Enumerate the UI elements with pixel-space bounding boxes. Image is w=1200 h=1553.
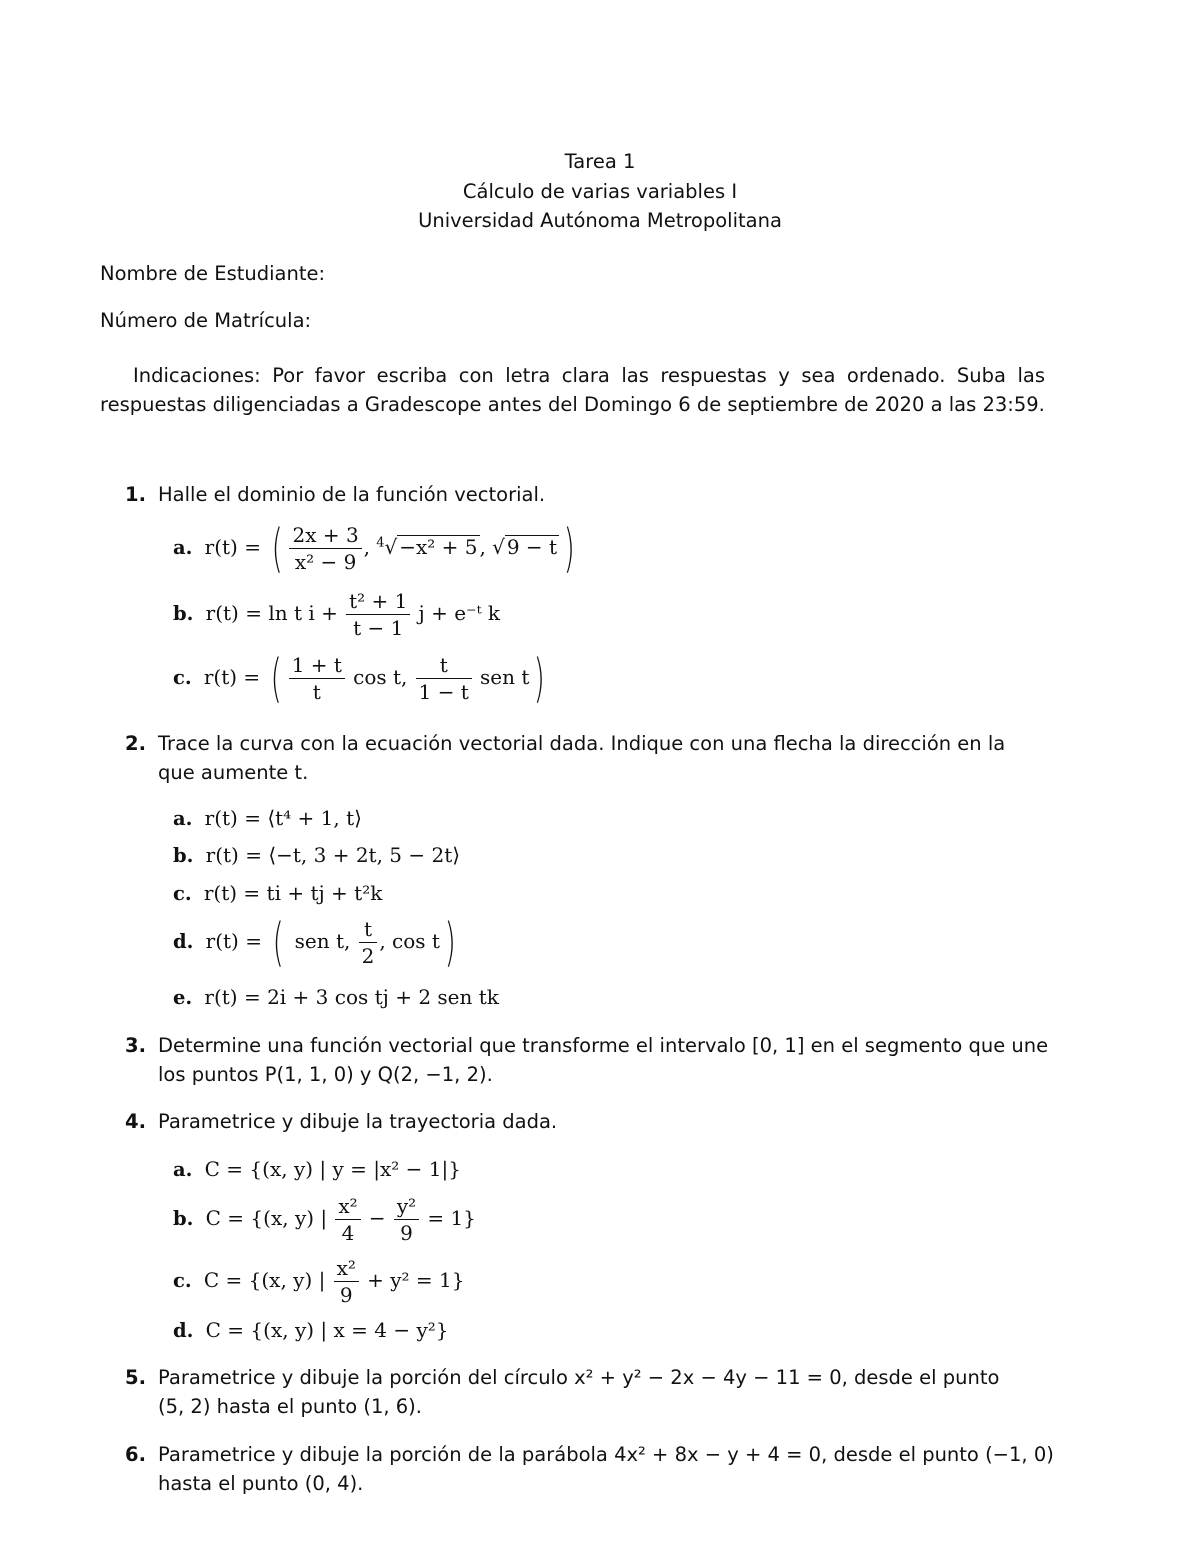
math-part: sen t,	[294, 929, 351, 953]
numerator: y²	[396, 1194, 417, 1218]
math-part: , cos t	[379, 929, 440, 953]
left-paren: (	[271, 518, 283, 579]
math-expr: r(t) = ⟨t⁴ + 1, t⟩	[204, 806, 362, 830]
sub-item	[173, 985, 499, 1009]
sub-label: a.	[173, 1158, 193, 1181]
numerator: t	[439, 653, 448, 677]
math-lhs: r(t) =	[204, 535, 261, 559]
sub-item: a. r(t) = ( $\frac{2x + 3}{\text{x² − 9}}$ , $^4$√ −x² + 5 , √ 9 − t )	[173, 518, 575, 579]
math-op: −	[368, 1206, 386, 1230]
problem-number: 2.	[125, 732, 146, 755]
sub-label: e.	[173, 986, 193, 1009]
denominator: x² − 9	[289, 548, 361, 575]
math-lhs: r(t) = ln t i +	[205, 601, 338, 625]
university-name: Universidad Autónoma Metropolitana	[418, 209, 782, 232]
square-root: √ 9 − t	[492, 535, 558, 559]
problem-text: (5, 2) hasta el punto (1, 6).	[158, 1395, 422, 1418]
sub-item	[173, 881, 382, 905]
instructions: Indicaciones: Por favor escriba con letra clara las respuestas y sea ordenado. Suba las respuestas diligenciadas a Gradescope antes del Domingo 6 de septiembre de 2020 a las 23:59.	[100, 364, 1045, 416]
sub-item	[173, 648, 550, 709]
sub-label: d.	[173, 1319, 194, 1342]
problem-text: hasta el punto (0, 4).	[158, 1472, 364, 1495]
right-paren: )	[444, 912, 456, 973]
math-expr: C = {(x, y) | y = |x² − 1|}	[204, 1157, 461, 1181]
sub-item	[173, 1318, 448, 1342]
sub-item	[173, 588, 500, 641]
problem-text: los puntos P(1, 1, 0) y Q(2, −1, 2).	[158, 1063, 493, 1086]
problem-text: que aumente t.	[158, 761, 309, 784]
problem-text: Trace la curva con la ecuación vectorial dada. Indique con una flecha la dirección en la	[158, 732, 1006, 755]
numerator: t	[363, 917, 372, 941]
math-expr: C = {(x, y) | x = 4 − y²}	[205, 1318, 449, 1342]
problem-number: 1.	[125, 483, 146, 506]
right-paren: )	[563, 518, 575, 579]
fraction	[346, 588, 410, 641]
math-expr: r(t) = ti + tj + t²k	[203, 881, 383, 905]
student-id-label: Número de Matrícula:	[100, 309, 312, 332]
sub-label: b.	[173, 602, 194, 625]
problem-number: 5.	[125, 1366, 146, 1389]
sub-item	[173, 1157, 461, 1181]
math-rhs: = 1}	[427, 1206, 476, 1230]
sub-label: b.	[173, 844, 194, 867]
problem-number: 3.	[125, 1034, 146, 1057]
sub-label: a.	[173, 536, 193, 559]
problem-number: 6.	[125, 1443, 146, 1466]
student-name-label: Nombre de Estudiante:	[100, 262, 326, 285]
sub-label: c.	[173, 1269, 192, 1292]
radicand: 9 − t	[506, 535, 558, 559]
math-lhs: r(t) =	[205, 929, 262, 953]
problem-text: Determine una función vectorial que transforme el intervalo [0, 1] en el segmento que une	[158, 1034, 1049, 1057]
numerator: x²	[336, 1256, 356, 1280]
sub-label: c.	[173, 882, 192, 905]
numerator: 2x + 3	[292, 523, 359, 547]
problem-number: 4.	[125, 1110, 146, 1133]
left-paren: (	[270, 648, 283, 709]
sub-item	[173, 1193, 476, 1246]
sub-label: d.	[173, 930, 194, 953]
sub-item	[173, 912, 460, 973]
denominator: 1 − t	[416, 678, 472, 705]
problem-text: Parametrice y dibuje la porción de la parábola 4x² + 8x − y + 4 = 0, desde el punto (−1, 0)	[158, 1443, 1054, 1466]
denominator: 9	[334, 1281, 359, 1308]
fraction	[416, 652, 472, 705]
fourth-root: $^4$√ −x² + 5	[376, 535, 478, 559]
math-lhs: r(t) =	[203, 665, 261, 689]
fraction	[289, 652, 345, 705]
sub-label: b.	[173, 1207, 194, 1230]
fraction	[394, 1193, 419, 1246]
numerator: t² + 1	[349, 589, 408, 613]
problem-text: Halle el dominio de la función vectorial.	[158, 483, 546, 506]
left-paren: (	[272, 912, 284, 973]
fraction	[289, 522, 361, 575]
doc-title: Tarea 1	[564, 150, 636, 173]
math-rhs: + y² = 1}	[367, 1268, 465, 1292]
math-rest: j + e⁻ᵗ k	[418, 601, 501, 625]
sub-item	[173, 843, 460, 867]
problem-text: Parametrice y dibuje la trayectoria dada.	[158, 1110, 558, 1133]
math-expr: r(t) = ⟨−t, 3 + 2t, 5 − 2t⟩	[205, 843, 461, 867]
sub-item	[173, 1255, 464, 1308]
numerator: 1 + t	[291, 653, 342, 677]
denominator: t − 1	[346, 614, 410, 641]
sub-label: a.	[173, 807, 193, 830]
numerator: x²	[338, 1194, 358, 1218]
denominator: 4	[335, 1219, 360, 1246]
sub-item	[173, 806, 362, 830]
course-name: Cálculo de varias variables I	[462, 180, 738, 203]
sub-label: c.	[173, 666, 192, 689]
math-lhs: C = {(x, y) |	[203, 1268, 326, 1292]
fraction	[359, 916, 378, 969]
problem-text: Parametrice y dibuje la porción del círculo x² + y² − 2x − 4y − 11 = 0, desde el punto	[158, 1366, 1000, 1389]
denominator: t	[289, 678, 345, 705]
denominator: 9	[394, 1219, 419, 1246]
radicand: −x² + 5	[399, 535, 478, 559]
math-expr: r(t) = 2i + 3 cos tj + 2 sen tk	[204, 985, 499, 1009]
right-paren: )	[533, 648, 546, 709]
fraction	[334, 1255, 359, 1308]
fraction	[335, 1193, 360, 1246]
denominator: 2	[359, 942, 378, 969]
math-lhs: C = {(x, y) |	[205, 1206, 328, 1230]
math-end: sen t	[480, 665, 530, 689]
math-mid: cos t,	[353, 665, 408, 689]
